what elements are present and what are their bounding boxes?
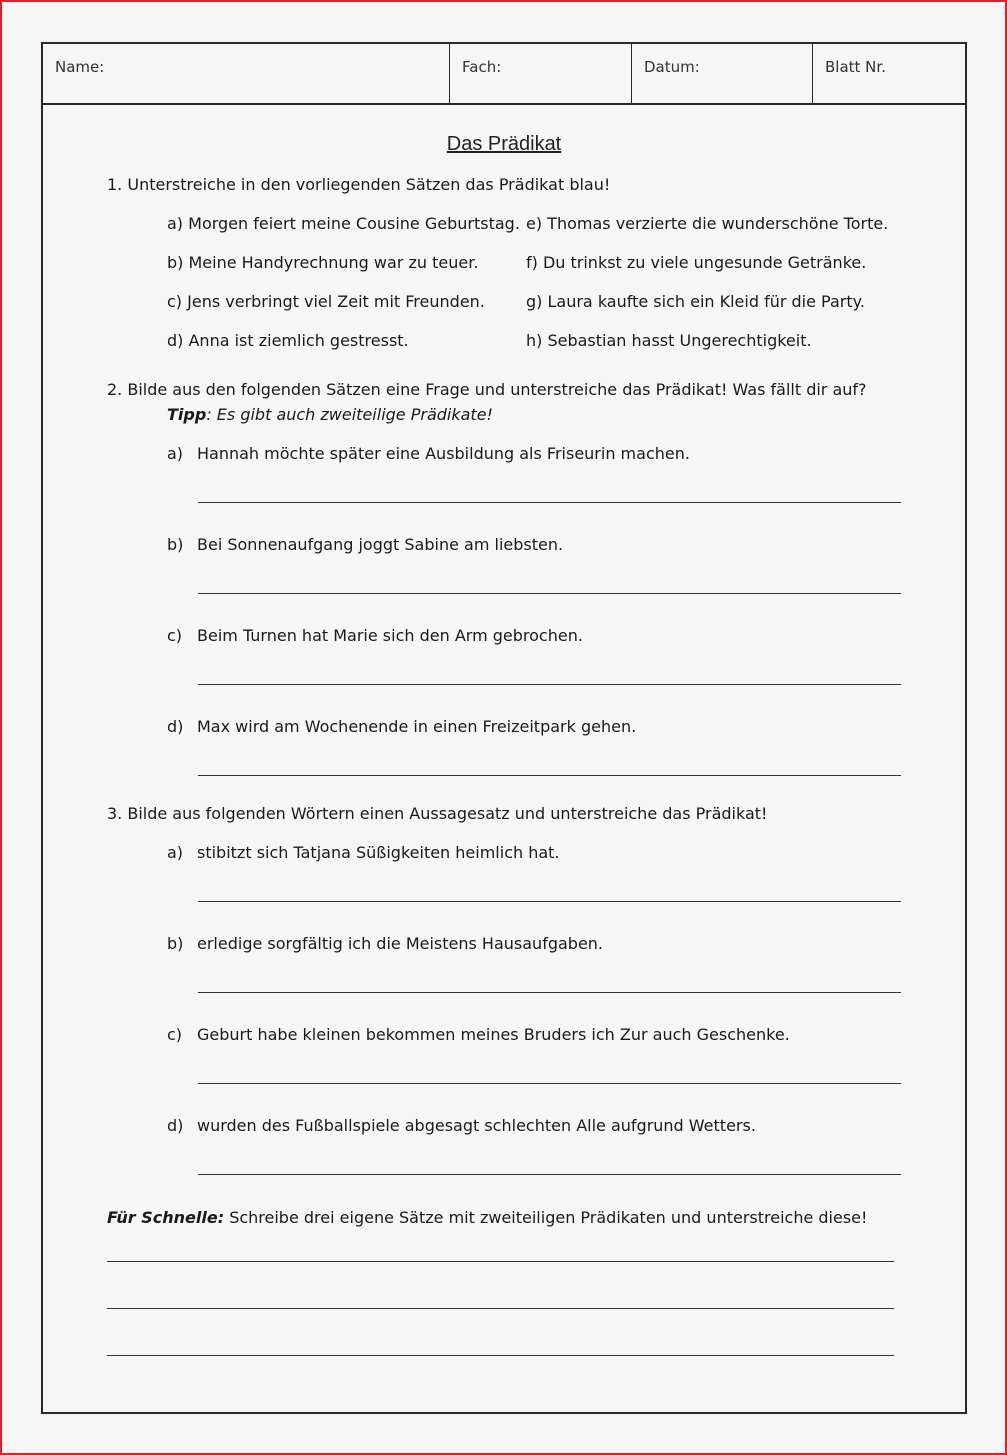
item-text: Geburt habe kleinen bekommen meines Bruders ich Zur auch Geschenke. xyxy=(197,1025,790,1044)
free-answer-line[interactable] xyxy=(107,1261,894,1262)
item-label: b) xyxy=(167,934,184,953)
item-label: a) xyxy=(167,843,184,862)
tip-text: : Es gibt auch zweiteilige Prädikate! xyxy=(206,405,493,424)
date-field[interactable]: Datum: xyxy=(631,44,812,103)
task3-item xyxy=(167,934,603,953)
task2-item xyxy=(167,535,563,554)
answer-line[interactable] xyxy=(198,992,901,993)
bonus-label: Für Schnelle: xyxy=(107,1208,225,1227)
task1-sentence: c) Jens verbringt viel Zeit mit Freunden. xyxy=(167,292,485,311)
sheet-number-field[interactable]: Blatt Nr. xyxy=(812,44,965,103)
item-text: Beim Turnen hat Marie sich den Arm gebrochen. xyxy=(197,626,583,645)
task3-item xyxy=(167,1116,756,1135)
task3-item xyxy=(167,1025,790,1044)
item-text: Hannah möchte später eine Ausbildung als Friseurin machen. xyxy=(197,444,690,463)
name-field[interactable]: Name: xyxy=(55,58,105,76)
answer-line[interactable] xyxy=(198,502,901,503)
task1-sentence: e) Thomas verzierte die wunderschöne Torte. xyxy=(526,214,889,233)
item-label: c) xyxy=(167,1025,183,1044)
item-label: d) xyxy=(167,1116,184,1135)
task3-instruction: 3. Bilde aus folgenden Wörtern einen Aussagesatz und unterstreiche das Prädikat! xyxy=(107,804,768,823)
item-text: Max wird am Wochenende in einen Freizeitpark gehen. xyxy=(197,717,637,736)
task1-sentence: d) Anna ist ziemlich gestresst. xyxy=(167,331,409,350)
answer-line[interactable] xyxy=(198,1174,901,1175)
free-answer-line[interactable] xyxy=(107,1308,894,1309)
answer-line[interactable] xyxy=(198,901,901,902)
item-text: erledige sorgfältig ich die Meistens Hausaufgaben. xyxy=(197,934,604,953)
answer-line[interactable] xyxy=(198,593,901,594)
task2-instruction: 2. Bilde aus den folgenden Sätzen eine Frage und unterstreiche das Prädikat! Was fällt dir auf? xyxy=(107,380,867,399)
subject-field[interactable]: Fach: xyxy=(449,44,631,103)
answer-line[interactable] xyxy=(198,1083,901,1084)
bonus-text: Schreibe drei eigene Sätze mit zweiteiligen Prädikaten und unterstreiche diese! xyxy=(224,1208,868,1227)
task1-sentence: g) Laura kaufte sich ein Kleid für die Party. xyxy=(526,292,865,311)
bonus-instruction xyxy=(107,1208,867,1227)
item-text: wurden des Fußballspiele abgesagt schlechten Alle aufgrund Wetters. xyxy=(197,1116,756,1135)
task2-item xyxy=(167,626,583,645)
page-title: Das Prädikat xyxy=(446,133,562,155)
task2-item xyxy=(167,444,690,463)
task1-sentence: a) Morgen feiert meine Cousine Geburtstag. xyxy=(167,214,520,233)
answer-line[interactable] xyxy=(198,775,901,776)
answer-line[interactable] xyxy=(198,684,901,685)
free-answer-line[interactable] xyxy=(107,1355,894,1356)
task2-tip xyxy=(167,405,493,424)
task1-sentence: b) Meine Handyrechnung war zu teuer. xyxy=(167,253,479,272)
item-text: Bei Sonnenaufgang joggt Sabine am liebsten. xyxy=(197,535,564,554)
header-row xyxy=(43,44,965,105)
tip-label: Tipp xyxy=(167,405,207,424)
item-label: a) xyxy=(167,444,184,463)
task2-item xyxy=(167,717,636,736)
item-label: b) xyxy=(167,535,184,554)
task1-instruction: 1. Unterstreiche in den vorliegenden Sätzen das Prädikat blau! xyxy=(107,175,611,194)
task1-sentence: f) Du trinkst zu viele ungesunde Getränke. xyxy=(526,253,867,272)
item-text: stibitzt sich Tatjana Süßigkeiten heimlich hat. xyxy=(197,843,560,862)
task3-item xyxy=(167,843,560,862)
task1-sentence: h) Sebastian hasst Ungerechtigkeit. xyxy=(526,331,812,350)
worksheet xyxy=(41,42,967,1414)
item-label: d) xyxy=(167,717,184,736)
item-label: c) xyxy=(167,626,183,645)
